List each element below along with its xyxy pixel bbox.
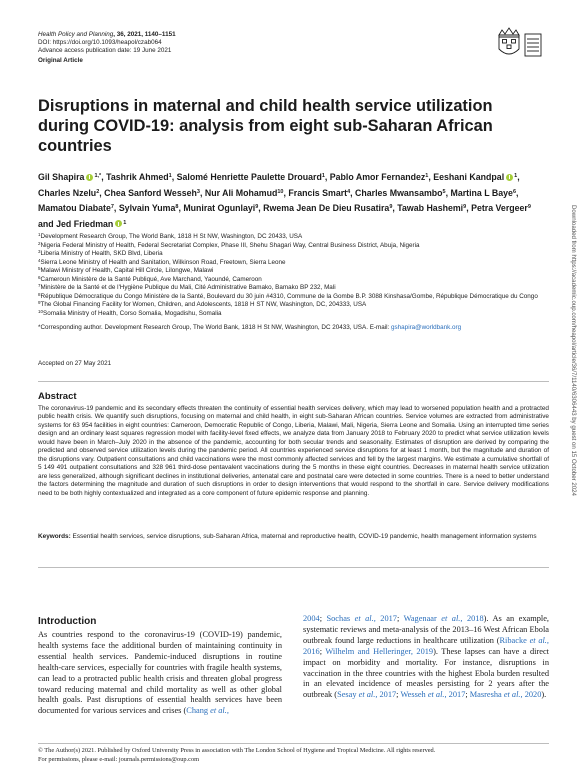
citation-link[interactable]: Wilhelm and Helleringer, 2019 xyxy=(325,646,434,656)
author-affiliation-marker: 1 xyxy=(425,173,429,179)
advance-access-date: Advance access publication date: 19 June 2021 xyxy=(38,47,172,55)
author-name: Charles Nzelu xyxy=(38,187,97,198)
citation-link[interactable]: , xyxy=(226,706,229,716)
orcid-icon[interactable] xyxy=(506,174,513,181)
body-text: ; xyxy=(319,614,327,623)
citation-link[interactable]: et al. xyxy=(441,614,461,623)
permissions-line: For permissions, please e-mail: journals.permissions@oup.com xyxy=(38,755,200,763)
author: Salomé Henriette Paulette Drouard$^1$, xyxy=(176,172,328,182)
affiliation-number: 4 xyxy=(38,257,41,263)
citation-link[interactable]: , 2017 xyxy=(373,614,397,623)
affiliation-number: 2 xyxy=(38,240,41,246)
journal-header xyxy=(38,31,176,65)
corresponding-email-link[interactable]: gshapira@worldbank.org xyxy=(391,324,462,332)
affiliation-text: Development Research Group, The World Bank, 1818 H St NW, Washington, DC 20433, USA xyxy=(40,233,303,240)
citation-link[interactable]: , 2018 xyxy=(460,614,484,623)
affiliation-text: Sierra Leone Ministry of Health and Sanitation, Wilkinson Road, Freetown, Sierra Leone xyxy=(40,258,286,266)
author: Charles Mwansambo$^5$, xyxy=(355,187,449,198)
author-name: Chea Sanford Wesseh xyxy=(104,187,197,198)
author: Charles Nzelu$^2$, xyxy=(38,187,102,198)
affiliation xyxy=(38,259,550,268)
citation-link[interactable]: et al. xyxy=(358,690,376,700)
affiliation-text: République Démocratique du Congo Ministère de la Santé, Boulevard du 30 juin #4310, Commune de la Gombe B.P. 3088 Kinshasa/Gombe, République Démocratique du Congo xyxy=(40,292,538,300)
affiliation-number: 7 xyxy=(38,283,41,289)
author: Mamatou Diabate$^7$, xyxy=(38,203,117,214)
citation-link[interactable]: , 2020 xyxy=(520,690,542,700)
author: Munirat Ogunlayi$^9$, xyxy=(183,203,261,214)
copyright-footer xyxy=(38,747,550,764)
author-affiliation-marker: 3 xyxy=(196,188,200,195)
affiliation-number: 5 xyxy=(38,266,41,272)
citation-link[interactable]: et al. xyxy=(427,690,445,700)
author-affiliation-marker: 1 xyxy=(321,173,325,179)
divider xyxy=(38,381,549,382)
university-crest-logo xyxy=(493,26,545,62)
keywords xyxy=(38,533,549,542)
introduction-right-column xyxy=(303,614,549,701)
citation-link[interactable]: Chang xyxy=(186,706,211,716)
author-affiliation-marker: 7 xyxy=(110,204,114,211)
volume-pages: , 36, 2021, 1140–1151 xyxy=(113,31,176,38)
affiliation-text: Malawi Ministry of Health, Capital Hill Circle, Lilongwe, Malawi xyxy=(40,267,214,275)
orcid-icon[interactable] xyxy=(86,174,93,181)
citation-link[interactable]: et al. xyxy=(210,706,227,716)
author: Petra Vergeer$^9$ and xyxy=(38,203,531,229)
author: Gil Shapira $^{1,*}$, xyxy=(38,172,104,182)
doi[interactable]: DOI: https://doi.org/10.1093/heapol/czab064 xyxy=(38,39,162,47)
body-text: ; xyxy=(319,646,326,656)
author-name: Sylvain Yuma xyxy=(118,203,176,214)
copyright-line: © The Author(s) 2021. Published by Oxford University Press in association with The London School of Hygiene and Tropical Medicine. All rights reserved. xyxy=(38,747,436,754)
citation-link[interactable]: Masresha xyxy=(469,690,504,700)
citation-link[interactable]: Sesay xyxy=(337,690,359,700)
abstract-text: The coronavirus-19 pandemic and its secondary effects threaten the continuity of essential health services delivery, which may lead to worsened population health and a protracted public health crisis. We quantify such disruptions, focusing on maternal and child health, in eight sub-Saharan African countries. Service volumes are extracted from administrative systems for 63 954 facilities in eight countries: Cameroon, Democratic Republic of Congo, Liberia, Malawi, Mali, Nigeria, Sierra Leone and Somalia. Using an interrupted time series design and an ordinary least squares regression model with facility-level fixed effects, we analyze data from January 2018 to February 2020 to predict what service utilization levels would have been in March–July 2020 in the absence of the pandemic, accounting for both secular trends and seasonality. Estimates of disruption are derived by comparing the predicted and observed service utilization levels during the pandemic period. All countries experienced service disruptions for at least 1 month, but the magnitude and duration of the disruptions vary. Outpatient consultations and child vaccinations were the most commonly affected services and fell by the largest margins. We estimate a cumulative shortfall of 5 149 491 outpatient consultations and 328 961 third-dose pentavalent vaccinations during the 5 months in these eight countries. Decreases in maternal health service utilization are less generalized, although significant declines in institutional deliveries, antenatal care and postnatal care were detected in some countries. There is a need to better understand the factors determining the magnitude and duration of such disruptions in order to design interventions that would respond to the shortfall in care. Service delivery modifications need to be both highly contextualized and integrated as a core component of future epidemic response and planning. xyxy=(38,405,549,497)
author-affiliation-marker: 1,* xyxy=(94,173,102,179)
author-affiliation-marker: 9 xyxy=(255,204,259,211)
author: Francis Smart$^4$, xyxy=(288,187,353,198)
affiliation-text: Somalia Ministry of Health, Corso Somalia, Mogadishu, Somalia xyxy=(43,309,222,317)
journal-name: Health Policy and Planning xyxy=(38,31,114,38)
citation-link[interactable]: Wesseh xyxy=(400,690,428,700)
affiliation xyxy=(38,250,550,259)
citation-link[interactable]: , 2016 xyxy=(303,635,549,656)
author-affiliation-marker: 9 xyxy=(463,204,467,211)
author-name: Petra Vergeer xyxy=(471,203,528,214)
affiliation-list xyxy=(38,233,550,318)
corresponding-text: *Corresponding author. Development Research Group, The World Bank, 1818 H St NW, Washington, DC 20433, USA. E-mail: xyxy=(38,324,392,332)
affiliation-number: 9 xyxy=(38,300,41,306)
affiliation-text: Nigeria Federal Ministry of Health, Federal Secretariat Complex, Phase III, Shehu Shagari Way, Central Business District, Abuja, Nigeria xyxy=(40,241,420,249)
divider xyxy=(38,567,549,568)
affiliation xyxy=(38,267,550,276)
introduction-heading: Introduction xyxy=(38,616,97,627)
author: Tawab Hashemi$^9$, xyxy=(397,203,469,214)
citation-link[interactable]: , 2017 xyxy=(375,690,397,700)
author-affiliation-marker: 9 xyxy=(527,204,531,211)
author-affiliation-marker: 9 xyxy=(389,204,393,211)
author-name: Nur Ali Mohamud xyxy=(204,187,278,198)
author: Martina L Baye$^6$, xyxy=(450,187,519,198)
author-affiliation-marker: 2 xyxy=(96,188,100,195)
author-affiliation-marker: 8 xyxy=(175,204,179,211)
author-name: Mamatou Diabate xyxy=(38,203,111,214)
body-text: ; xyxy=(396,690,401,700)
author-name: Tawab Hashemi xyxy=(397,203,464,214)
author-affiliation-marker: 1 xyxy=(168,173,172,179)
affiliation-number: 3 xyxy=(38,249,41,255)
affiliation-text: Cameroun Ministère de la Santé Publiqué, Ave Marchand, Yaoundé, Cameroon xyxy=(40,275,262,283)
affiliation xyxy=(38,276,550,285)
author-name: Eeshani Kandpal xyxy=(433,172,505,182)
download-note: Downloaded from https://academic.oup.com/heapol/article/36/7/1140/6306443 by guest on 15 October 2024 xyxy=(570,205,577,496)
body-text: ). As an example, systematic reviews and meta-analysis of the 2013–16 West African Ebola outbreak found large reductions in healthcare utilization ( xyxy=(303,614,549,645)
affiliation xyxy=(38,233,550,242)
divider xyxy=(38,743,549,744)
keywords-text: Essential health services, service disruptions, sub-Saharan Africa, maternal and reproductive health, COVID-19 pandemic, health management information systems xyxy=(70,533,537,540)
body-text: As countries respond to the coronavirus-19 (COVID-19) pandemic, health systems face the additional burden of maintaining continuity in essential health services. Pandemic-induced disruptions in routine health-care services, especially for countries with fragile health systems, can lead to a protracted public health crisis and threaten global progress toward reducing maternal and child mortality as well as other global health goals. Past disruptions of essential health services have been documented for various services and crises ( xyxy=(38,630,282,716)
affiliation-text: Liberia Ministry of Health, SKD Blvd, Liberia xyxy=(40,250,163,258)
author-name: Francis Smart xyxy=(288,187,348,198)
journal-citation xyxy=(38,31,176,39)
author-name: Jed Friedman xyxy=(56,218,114,229)
body-text: ; xyxy=(396,614,404,623)
citation-link[interactable]: et al. xyxy=(503,690,521,700)
author: Tashrik Ahmed$^1$, xyxy=(106,172,175,182)
citation-link[interactable]: Sochas xyxy=(326,614,355,623)
author: Chea Sanford Wesseh$^3$, xyxy=(104,187,203,198)
affiliations xyxy=(38,233,550,333)
affiliation xyxy=(38,310,550,319)
download-watermark xyxy=(568,205,578,745)
author: Rwema Jean De Dieu Rusatira$^9$, xyxy=(263,203,395,214)
author-affiliation-marker: 6 xyxy=(512,188,516,195)
author-name: Munirat Ogunlayi xyxy=(183,203,256,214)
affiliation-text: Ministère de la Santé et de l'Hygiène Publique du Mali, Cité Administrative Bamako, Bamako BP 232, Mali xyxy=(40,284,336,292)
article-type: Original Article xyxy=(38,56,83,64)
affiliation xyxy=(38,284,550,293)
author-name: Pablo Amor Fernandez xyxy=(329,172,426,182)
author-name: Rwema Jean De Dieu Rusatira xyxy=(263,203,390,214)
citation-link[interactable]: 2004 xyxy=(303,614,320,623)
author-name: Charles Mwansambo xyxy=(355,187,443,198)
author-name: Salomé Henriette Paulette Drouard xyxy=(176,172,322,182)
author-affiliation-marker: 10 xyxy=(277,188,284,195)
abstract-heading: Abstract xyxy=(38,391,77,402)
author xyxy=(56,219,126,229)
affiliation-number: 1 xyxy=(38,232,41,237)
affiliation xyxy=(38,301,550,310)
citation-link[interactable]: Ribacke xyxy=(499,635,530,645)
article-title: Disruptions in maternal and child health service utilization during COVID-19: analysis from eight sub-Saharan African countries xyxy=(38,97,493,155)
citation-link[interactable]: , 2017 xyxy=(444,690,466,700)
affiliation-number: 8 xyxy=(38,291,41,297)
introduction-left-column xyxy=(38,630,282,717)
citation-link[interactable]: et al. xyxy=(529,635,547,645)
author-list xyxy=(38,170,548,232)
affiliation-number: 10 xyxy=(38,308,44,314)
author-affiliation-marker: 1 xyxy=(514,173,518,179)
author: Pablo Amor Fernandez$^1$, xyxy=(329,172,431,182)
author: Sylvain Yuma$^8$, xyxy=(118,203,181,214)
author-affiliation-marker: 4 xyxy=(347,188,351,195)
author: Nur Ali Mohamud$^{10}$, xyxy=(204,187,286,198)
keywords-label: Keywords: xyxy=(38,533,71,540)
accepted-date: Accepted on 27 May 2021 xyxy=(38,360,112,367)
corresponding-author xyxy=(38,324,550,333)
affiliation-number: 6 xyxy=(38,274,41,280)
orcid-icon[interactable] xyxy=(115,220,122,227)
author-affiliation-marker: 1 xyxy=(123,219,127,226)
affiliation-text: The Global Financing Facility for Women, Children, and Adolescents, 1818 H ST NW, Washington, DC, 204333, USA xyxy=(40,301,367,309)
body-text: ). These lapses can have a direct impact on morbidity and mortality. For instance, disruptions in vaccination in the three countries with the highest Ebola burden resulted in an elevated incidence of measles persisting for 2 years after the outbreak ( xyxy=(303,646,549,700)
author-name: Gil Shapira xyxy=(38,172,85,182)
affiliation xyxy=(38,242,550,251)
author: Eeshani Kandpal $^1$, xyxy=(433,172,520,182)
author-name: Tashrik Ahmed xyxy=(106,172,169,182)
body-text: ). xyxy=(541,690,547,700)
author-name: Martina L Baye xyxy=(450,187,513,198)
author-affiliation-marker: 5 xyxy=(442,188,446,195)
citation-link[interactable]: et al. xyxy=(354,614,374,623)
body-text: ; xyxy=(465,690,470,700)
citation-link[interactable]: Wagenaar xyxy=(403,614,442,623)
